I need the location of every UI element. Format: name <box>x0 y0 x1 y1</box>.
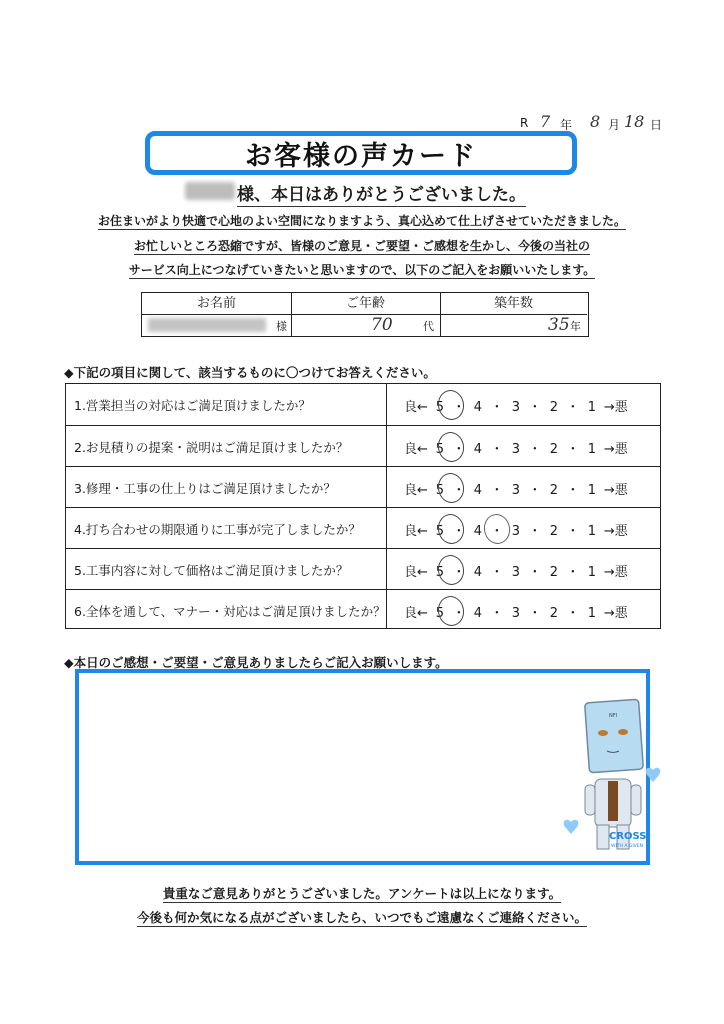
title-box <box>145 131 577 175</box>
scale-separator: ・ <box>528 483 542 498</box>
comment-heading: ◆本日のご感想・ご要望・ご意見ありましたらご記入お願いします。 <box>64 655 448 670</box>
rating-option-2[interactable]: 2 <box>549 606 559 621</box>
survey-row <box>66 466 660 507</box>
redacted-name <box>148 318 266 332</box>
rating-option-2[interactable]: 2 <box>549 483 559 498</box>
date-month: 8 <box>590 112 601 131</box>
scale-separator: ・ <box>566 524 580 539</box>
name-header: お名前 <box>142 293 291 315</box>
date-year-label: 年 <box>560 118 573 132</box>
heart-icon <box>564 820 579 834</box>
rating-option-3[interactable]: 3 <box>511 565 521 580</box>
rating-option-1[interactable]: 1 <box>587 524 597 539</box>
answer-circle-mark <box>436 388 467 422</box>
answer-circle-mark <box>436 430 467 464</box>
age-unit: 代 <box>423 320 434 333</box>
customer-info-table <box>141 292 589 337</box>
scale-separator: ・ <box>452 400 466 415</box>
scale-separator: ・ <box>452 565 466 580</box>
comment-box <box>75 669 650 865</box>
scale-separator: ・ <box>490 524 504 539</box>
scale-separator: ・ <box>452 442 466 457</box>
age-value: 70 <box>371 315 393 335</box>
intro-line-3: サービス向上につなげていきたいと思いますので、以下のご記入をお願いいたします。 <box>128 263 596 277</box>
date-year: 7 <box>540 112 551 131</box>
heart-icon <box>646 768 661 782</box>
crossed-out-mark <box>482 512 513 546</box>
rating-option-3[interactable]: 3 <box>511 442 521 457</box>
answer-circle-mark <box>436 471 467 505</box>
scale-separator: ・ <box>566 565 580 580</box>
survey-question: 1.営業担当の対応はご満足頂けましたか？ <box>74 398 311 413</box>
scale-separator: ・ <box>490 565 504 580</box>
scale-separator: ・ <box>528 606 542 621</box>
survey-question: 3.修理・工事の仕上りはご満足頂けましたか？ <box>74 481 336 496</box>
mascot-brand: CROSS <box>609 831 647 842</box>
rating-option-1[interactable]: 1 <box>587 400 597 415</box>
date-day: 18 <box>624 112 645 131</box>
mascot-illustration <box>557 689 667 859</box>
building-age-cell <box>440 315 587 336</box>
scale-separator: ・ <box>490 483 504 498</box>
scale-bad-label: →悪 <box>603 524 628 539</box>
intro-line-1: お住まいがより快適で心地のよい空間になりますよう、真心込めて仕上げさせていただきました。 <box>97 214 626 228</box>
survey-question: 5.工事内容に対して価格はご満足頂けましたか？ <box>74 563 349 578</box>
scale-separator: ・ <box>452 606 466 621</box>
age-header: ご年齢 <box>291 293 440 315</box>
scale-separator: ・ <box>528 565 542 580</box>
rating-option-5[interactable]: 5 <box>435 524 445 539</box>
footer-line-1: 貴重なご意見ありがとうございました。アンケートは以上になります。 <box>162 886 562 901</box>
rating-option-2[interactable]: 2 <box>549 565 559 580</box>
scale-bad-label: →悪 <box>603 565 628 580</box>
rating-option-4[interactable]: 4 <box>473 483 483 498</box>
survey-question: 4.打ち合わせの期限通りに工事が完了しましたか？ <box>74 522 361 537</box>
footer-line-2: 今後も何か気になる点がございましたら、いつでもご遠慮なくご連絡ください。 <box>136 910 587 925</box>
redacted-customer-name <box>185 182 235 200</box>
rating-option-5[interactable]: 5 <box>435 483 445 498</box>
scale-separator: ・ <box>528 400 542 415</box>
rating-option-1[interactable]: 1 <box>587 565 597 580</box>
survey-row <box>66 425 660 466</box>
rating-option-2[interactable]: 2 <box>549 442 559 457</box>
scale-separator: ・ <box>452 483 466 498</box>
greeting-line <box>185 180 585 206</box>
rating-option-1[interactable]: 1 <box>587 442 597 457</box>
building-age-value: 35 <box>548 315 570 335</box>
survey-row <box>66 507 660 548</box>
answer-circle-mark <box>436 512 467 546</box>
page-title: お客様の声カード <box>245 140 477 172</box>
date-day-label: 日 <box>650 118 663 132</box>
scale-bad-label: →悪 <box>603 483 628 498</box>
survey-question: 6.全体を通して、マナー・対応はご満足頂けましたか？ <box>74 604 386 619</box>
rating-option-3[interactable]: 3 <box>511 400 521 415</box>
scale-separator: ・ <box>452 524 466 539</box>
scale-good-label: 良← <box>404 565 428 580</box>
scale-separator: ・ <box>490 442 504 457</box>
scale-good-label: 良← <box>404 442 428 457</box>
rating-option-3[interactable]: 3 <box>511 606 521 621</box>
intro-line-2: お忙しいところ恐縮ですが、皆様のご意見・ご要望・ご感想を生かし、今後の当社の <box>133 239 590 253</box>
building-age-unit: 年 <box>570 320 581 333</box>
rating-option-4[interactable]: 4 <box>473 565 483 580</box>
rating-option-2[interactable]: 2 <box>549 400 559 415</box>
name-suffix: 様 <box>276 320 287 333</box>
survey-row <box>66 548 660 589</box>
scale-separator: ・ <box>566 606 580 621</box>
scale-bad-label: →悪 <box>603 606 628 621</box>
scale-bad-label: →悪 <box>603 442 628 457</box>
building-age-header: 築年数 <box>440 293 587 315</box>
mascot-subtitle: WITH A GIVEN <box>611 844 643 849</box>
rating-option-5[interactable]: 5 <box>435 442 445 457</box>
scale-separator: ・ <box>528 524 542 539</box>
answer-circle-mark <box>436 594 467 628</box>
scale-separator: ・ <box>490 606 504 621</box>
name-cell <box>142 315 291 336</box>
rating-option-5[interactable]: 5 <box>435 400 445 415</box>
rating-option-4[interactable]: 4 <box>473 400 483 415</box>
scale-good-label: 良← <box>404 606 428 621</box>
date-era: R <box>520 116 529 130</box>
rating-option-4[interactable]: 4 <box>473 442 483 457</box>
rating-option-5[interactable]: 5 <box>435 606 445 621</box>
scale-separator: ・ <box>566 483 580 498</box>
scale-bad-label: →悪 <box>603 400 628 415</box>
rating-option-1[interactable]: 1 <box>587 483 597 498</box>
survey-row <box>66 589 660 630</box>
rating-option-4[interactable]: 4 <box>473 606 483 621</box>
scale-separator: ・ <box>566 442 580 457</box>
scale-good-label: 良← <box>404 524 428 539</box>
survey-table <box>65 383 661 629</box>
scale-separator: ・ <box>566 400 580 415</box>
age-cell <box>291 315 440 336</box>
survey-row <box>66 384 660 425</box>
rating-option-3[interactable]: 3 <box>511 524 521 539</box>
mascot-badge: NFI <box>609 713 618 719</box>
answer-circle-mark <box>436 553 467 587</box>
survey-question: 2.お見積りの提案・説明はご満足頂けましたか？ <box>74 440 349 455</box>
scale-good-label: 良← <box>404 400 428 415</box>
rating-option-2[interactable]: 2 <box>549 524 559 539</box>
survey-heading: ◆下記の項目に関して、該当するものに〇つけてお答えください。 <box>64 365 436 380</box>
rating-option-4[interactable]: 4 <box>473 524 483 539</box>
date-month-label: 月 <box>608 118 621 132</box>
rating-option-3[interactable]: 3 <box>511 483 521 498</box>
rating-option-1[interactable]: 1 <box>587 606 597 621</box>
scale-separator: ・ <box>490 400 504 415</box>
scale-separator: ・ <box>528 442 542 457</box>
greeting-text: 様、本日はありがとうございました。 <box>237 180 526 207</box>
scale-good-label: 良← <box>404 483 428 498</box>
rating-option-5[interactable]: 5 <box>435 565 445 580</box>
